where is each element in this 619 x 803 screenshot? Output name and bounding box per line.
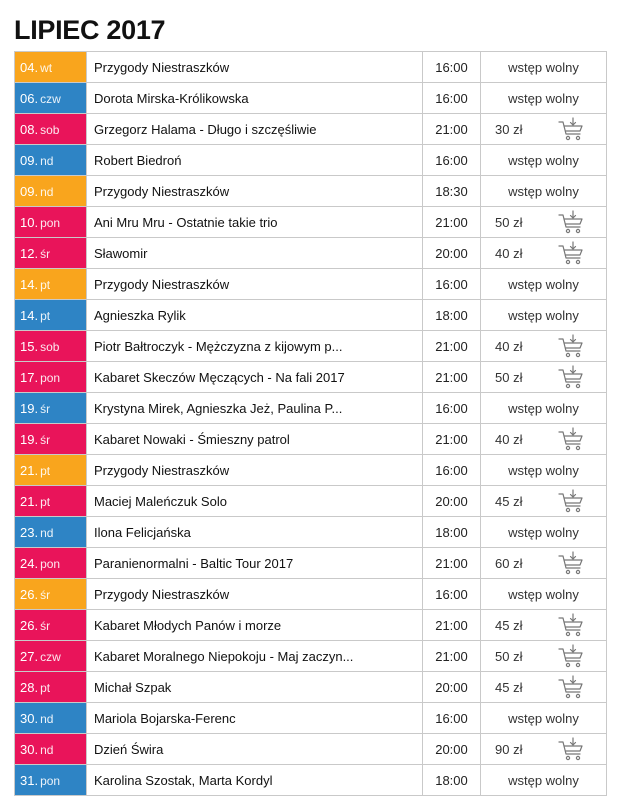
event-price: 50 zł [495, 369, 523, 385]
event-free-entry: wstęp wolny [481, 145, 607, 176]
event-price: 40 zł [495, 338, 523, 354]
event-date [15, 52, 87, 83]
event-title-link[interactable]: Paranienormalni - Baltic Tour 2017 [87, 548, 423, 579]
event-weekday: pt [40, 308, 51, 323]
event-time: 20:00 [423, 672, 481, 703]
event-price-cell [481, 672, 607, 703]
event-price-cell [481, 207, 607, 238]
event-time: 21:00 [423, 424, 481, 455]
event-title-link[interactable]: Przygody Niestraszków [87, 579, 423, 610]
event-time: 21:00 [423, 548, 481, 579]
event-weekday: pon [40, 370, 61, 385]
event-price: 90 zł [495, 741, 523, 757]
add-to-cart-icon[interactable] [558, 210, 584, 234]
event-row[interactable] [15, 114, 607, 145]
event-time: 16:00 [423, 703, 481, 734]
event-row[interactable] [15, 579, 607, 610]
event-title-link[interactable]: Robert Biedroń [87, 145, 423, 176]
event-date-number: 06. [20, 90, 39, 106]
event-row[interactable] [15, 455, 607, 486]
event-row[interactable] [15, 362, 607, 393]
event-time: 16:00 [423, 579, 481, 610]
event-price: 45 zł [495, 493, 523, 509]
event-time: 20:00 [423, 486, 481, 517]
price-wrap [481, 241, 606, 265]
event-date-number: 09. [20, 183, 39, 199]
event-date-number: 15. [20, 338, 39, 354]
event-price-cell [481, 641, 607, 672]
event-price: 60 zł [495, 555, 523, 571]
event-free-entry: wstęp wolny [481, 83, 607, 114]
event-price-cell [481, 331, 607, 362]
event-weekday: sob [40, 122, 60, 137]
event-time: 21:00 [423, 610, 481, 641]
event-date-number: 19. [20, 431, 39, 447]
event-weekday: śr [40, 587, 51, 602]
event-title-link[interactable]: Przygody Niestraszków [87, 269, 423, 300]
event-date [15, 548, 87, 579]
event-date [15, 269, 87, 300]
event-date [15, 331, 87, 362]
event-free-entry: wstęp wolny [481, 393, 607, 424]
event-weekday: nd [40, 153, 54, 168]
event-weekday: pt [40, 680, 51, 695]
event-date [15, 207, 87, 238]
event-date [15, 145, 87, 176]
event-price: 45 zł [495, 679, 523, 695]
event-row[interactable] [15, 331, 607, 362]
event-date-number: 23. [20, 524, 39, 540]
event-row[interactable] [15, 703, 607, 734]
event-time: 18:00 [423, 300, 481, 331]
event-date [15, 734, 87, 765]
event-row[interactable] [15, 517, 607, 548]
event-date-number: 04. [20, 59, 39, 75]
event-free-entry: wstęp wolny [481, 579, 607, 610]
event-date [15, 641, 87, 672]
event-weekday: sob [40, 339, 60, 354]
event-weekday: nd [40, 525, 54, 540]
event-title-link[interactable]: Grzegorz Halama - Długo i szczęśliwie [87, 114, 423, 145]
event-date [15, 672, 87, 703]
event-time: 18:00 [423, 765, 481, 796]
event-schedule-table [14, 51, 607, 796]
event-free-entry: wstęp wolny [481, 176, 607, 207]
event-date [15, 393, 87, 424]
price-wrap [481, 427, 606, 451]
event-free-entry: wstęp wolny [481, 765, 607, 796]
event-row[interactable] [15, 672, 607, 703]
price-wrap [481, 334, 606, 358]
event-row[interactable] [15, 548, 607, 579]
event-date-number: 31. [20, 772, 39, 788]
event-row[interactable] [15, 176, 607, 207]
event-free-entry: wstęp wolny [481, 300, 607, 331]
event-date [15, 83, 87, 114]
event-date-number: 12. [20, 245, 39, 261]
event-row[interactable] [15, 641, 607, 672]
event-price: 50 zł [495, 648, 523, 664]
event-time: 21:00 [423, 362, 481, 393]
event-price-cell [481, 548, 607, 579]
event-price-cell [481, 362, 607, 393]
event-date [15, 238, 87, 269]
price-wrap [481, 365, 606, 389]
event-price: 45 zł [495, 617, 523, 633]
event-row[interactable] [15, 300, 607, 331]
event-price-cell [481, 734, 607, 765]
event-date-number: 14. [20, 276, 39, 292]
event-title-link[interactable]: Mariola Bojarska-Ferenc [87, 703, 423, 734]
event-weekday: śr [40, 401, 51, 416]
event-date-number: 19. [20, 400, 39, 416]
event-date [15, 300, 87, 331]
event-title-link[interactable]: Michał Szpak [87, 672, 423, 703]
event-title-link[interactable]: Dorota Mirska-Królikowska [87, 83, 423, 114]
event-date-number: 26. [20, 617, 39, 633]
event-title-link[interactable]: Kabaret Nowaki - Śmieszny patrol [87, 424, 423, 455]
event-weekday: pon [40, 215, 61, 230]
price-wrap [481, 489, 606, 513]
event-title-link[interactable]: Ani Mru Mru - Ostatnie takie trio [87, 207, 423, 238]
price-wrap [481, 675, 606, 699]
event-date [15, 579, 87, 610]
event-price-cell [481, 238, 607, 269]
add-to-cart-icon[interactable] [558, 334, 584, 358]
event-row[interactable] [15, 83, 607, 114]
event-weekday: nd [40, 711, 54, 726]
price-wrap [481, 117, 606, 141]
event-date-number: 24. [20, 555, 39, 571]
event-time: 21:00 [423, 114, 481, 145]
event-weekday: czw [40, 649, 61, 664]
event-date [15, 486, 87, 517]
event-date-number: 10. [20, 214, 39, 230]
price-wrap [481, 210, 606, 234]
event-title-link[interactable]: Kabaret Młodych Panów i morze [87, 610, 423, 641]
page-title: LIPIEC 2017 [14, 15, 166, 45]
event-free-entry: wstęp wolny [481, 517, 607, 548]
price-wrap [481, 644, 606, 668]
event-title-link[interactable]: Przygody Niestraszków [87, 176, 423, 207]
event-title-link[interactable]: Przygody Niestraszków [87, 52, 423, 83]
event-free-entry: wstęp wolny [481, 455, 607, 486]
event-time: 16:00 [423, 83, 481, 114]
event-title-link[interactable]: Ilona Felicjańska [87, 517, 423, 548]
event-time: 21:00 [423, 641, 481, 672]
event-title-link[interactable]: Kabaret Moralnego Niepokoju - Maj zaczyn... [87, 641, 423, 672]
event-date [15, 424, 87, 455]
event-date [15, 703, 87, 734]
event-weekday: pt [40, 463, 51, 478]
event-row[interactable] [15, 52, 607, 83]
event-title-link[interactable]: Piotr Bałtroczyk - Mężczyzna z kijowym p... [87, 331, 423, 362]
event-row[interactable] [15, 765, 607, 796]
event-time: 16:00 [423, 145, 481, 176]
event-date-number: 27. [20, 648, 39, 664]
add-to-cart-icon[interactable] [558, 489, 584, 513]
event-date [15, 362, 87, 393]
event-date-number: 17. [20, 369, 39, 385]
event-time: 20:00 [423, 734, 481, 765]
event-time: 16:00 [423, 52, 481, 83]
event-row[interactable] [15, 393, 607, 424]
add-to-cart-icon[interactable] [558, 613, 584, 637]
add-to-cart-icon[interactable] [558, 644, 584, 668]
price-wrap [481, 613, 606, 637]
add-to-cart-icon[interactable] [558, 365, 584, 389]
event-date-number: 30. [20, 710, 39, 726]
event-time: 21:00 [423, 331, 481, 362]
event-title-link[interactable]: Agnieszka Rylik [87, 300, 423, 331]
event-weekday: wt [40, 60, 53, 75]
event-price-cell [481, 486, 607, 517]
event-price-cell [481, 424, 607, 455]
event-date-number: 08. [20, 121, 39, 137]
event-date [15, 176, 87, 207]
event-date-number: 26. [20, 586, 39, 602]
event-time: 18:30 [423, 176, 481, 207]
event-date-number: 09. [20, 152, 39, 168]
event-date-number: 14. [20, 307, 39, 323]
event-weekday: nd [40, 742, 54, 757]
event-free-entry: wstęp wolny [481, 269, 607, 300]
event-free-entry: wstęp wolny [481, 52, 607, 83]
event-row[interactable] [15, 610, 607, 641]
event-time: 18:00 [423, 517, 481, 548]
add-to-cart-icon[interactable] [558, 117, 584, 141]
event-date-number: 30. [20, 741, 39, 757]
event-title-link[interactable]: Przygody Niestraszków [87, 455, 423, 486]
event-weekday: śr [40, 618, 51, 633]
event-row[interactable] [15, 207, 607, 238]
event-row[interactable] [15, 269, 607, 300]
event-title-link[interactable]: Sławomir [87, 238, 423, 269]
event-time: 16:00 [423, 455, 481, 486]
event-free-entry: wstęp wolny [481, 703, 607, 734]
event-weekday: pon [40, 773, 61, 788]
event-title-link[interactable]: Maciej Maleńczuk Solo [87, 486, 423, 517]
event-price: 40 zł [495, 245, 523, 261]
price-wrap [481, 551, 606, 575]
event-weekday: czw [40, 91, 61, 106]
event-price-cell [481, 610, 607, 641]
event-weekday: pon [40, 556, 61, 571]
event-title-link[interactable]: Dzień Świra [87, 734, 423, 765]
add-to-cart-icon[interactable] [558, 675, 584, 699]
add-to-cart-icon[interactable] [558, 427, 584, 451]
price-wrap [481, 737, 606, 761]
event-price: 40 zł [495, 431, 523, 447]
event-time: 21:00 [423, 207, 481, 238]
event-date [15, 455, 87, 486]
event-weekday: śr [40, 246, 51, 261]
event-date-number: 28. [20, 679, 39, 695]
event-weekday: pt [40, 277, 51, 292]
event-price-cell [481, 114, 607, 145]
add-to-cart-icon[interactable] [558, 241, 584, 265]
event-title-link[interactable]: Karolina Szostak, Marta Kordyl [87, 765, 423, 796]
add-to-cart-icon[interactable] [558, 737, 584, 761]
event-row[interactable] [15, 145, 607, 176]
event-title-link[interactable]: Krystyna Mirek, Agnieszka Jeż, Paulina P... [87, 393, 423, 424]
event-date-number: 21. [20, 462, 39, 478]
event-date [15, 517, 87, 548]
add-to-cart-icon[interactable] [558, 551, 584, 575]
event-weekday: pt [40, 494, 51, 509]
event-time: 16:00 [423, 269, 481, 300]
event-row[interactable] [15, 238, 607, 269]
event-weekday: nd [40, 184, 54, 199]
event-date [15, 765, 87, 796]
event-date-number: 21. [20, 493, 39, 509]
event-date [15, 114, 87, 145]
event-title-link[interactable]: Kabaret Skeczów Męczących - Na fali 2017 [87, 362, 423, 393]
event-date [15, 610, 87, 641]
event-row[interactable] [15, 486, 607, 517]
event-row[interactable] [15, 424, 607, 455]
event-price: 50 zł [495, 214, 523, 230]
event-price: 30 zł [495, 121, 523, 137]
event-row[interactable] [15, 734, 607, 765]
event-weekday: śr [40, 432, 51, 447]
event-time: 16:00 [423, 393, 481, 424]
event-time: 20:00 [423, 238, 481, 269]
